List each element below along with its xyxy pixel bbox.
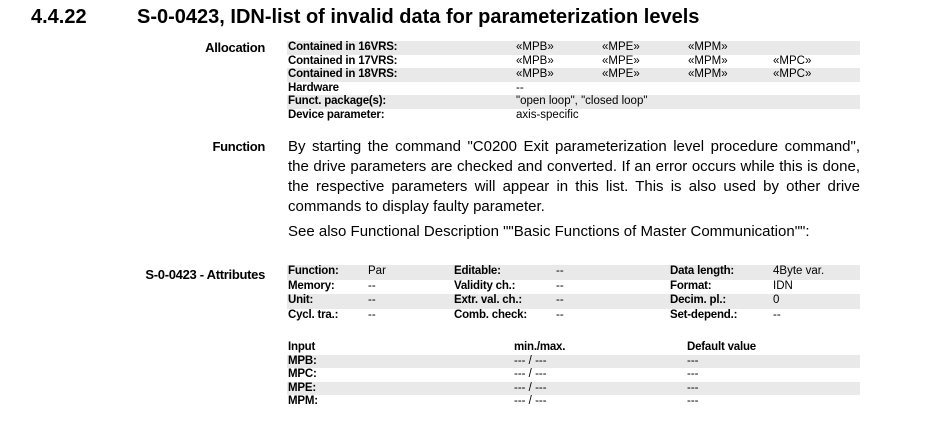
row-label: MPC: xyxy=(288,368,317,381)
row-label: Hardware xyxy=(288,81,339,94)
table-row xyxy=(287,109,860,123)
attr-key: Format: xyxy=(670,279,712,292)
cell: --- / --- xyxy=(514,381,547,394)
column-header: min./max. xyxy=(514,341,566,353)
table-header xyxy=(287,341,860,355)
table-row xyxy=(287,294,860,309)
cell: -- xyxy=(516,81,524,94)
row-label: Contained in 17VRS: xyxy=(288,54,398,67)
table-row xyxy=(287,68,860,82)
table-row xyxy=(287,395,860,409)
attributes-label: S-0-0423 - Attributes xyxy=(145,267,265,282)
allocation-label: Allocation xyxy=(205,40,265,55)
column-header: Input xyxy=(288,341,316,353)
cell: «MPB» xyxy=(516,41,554,53)
function-paragraph: By starting the command "C0200 Exit parameterization level procedure command", the drive parameters are checked and converted. If an error occurs while this is done, the respective parameters will appear in this list. This is also used by other drive commands to display faulty parameter. xyxy=(288,138,860,215)
cell: «MPM» xyxy=(688,41,728,53)
attr-key: Validity ch.: xyxy=(454,279,516,292)
table-row xyxy=(287,280,860,295)
attr-key: Set-depend.: xyxy=(670,308,738,321)
cell: "open loop", "closed loop" xyxy=(516,95,648,107)
row-label: Device parameter: xyxy=(288,108,385,121)
attr-value: -- xyxy=(368,279,376,292)
cell: --- xyxy=(687,354,699,367)
cell: «MPC» xyxy=(773,68,812,80)
attr-value: 0 xyxy=(773,294,780,306)
cell: «MPE» xyxy=(602,41,640,53)
column-header: Default value xyxy=(687,341,756,353)
attr-value: IDN xyxy=(773,279,793,292)
attr-value: -- xyxy=(556,279,564,292)
cell: «MPB» xyxy=(516,54,554,67)
table-row xyxy=(287,82,860,96)
attr-value: -- xyxy=(556,265,564,277)
cell: --- / --- xyxy=(514,395,547,408)
table-row xyxy=(287,95,860,109)
attr-key: Editable: xyxy=(454,265,501,277)
row-label: MPM: xyxy=(288,395,318,408)
row-label: MPB: xyxy=(288,354,317,367)
cell: «MPM» xyxy=(688,54,728,67)
row-label: Contained in 18VRS: xyxy=(288,68,398,80)
cell: --- xyxy=(687,395,699,408)
attr-key: Unit: xyxy=(288,294,314,306)
attr-value: -- xyxy=(368,308,376,321)
table-row xyxy=(287,355,860,369)
cell: «MPM» xyxy=(688,68,728,80)
cell: axis-specific xyxy=(516,108,579,121)
attr-value: -- xyxy=(773,308,781,321)
table-row xyxy=(287,265,860,280)
row-label: MPE: xyxy=(288,381,316,394)
table-row xyxy=(287,41,860,55)
attr-key: Data length: xyxy=(670,265,735,277)
row-label: Contained in 16VRS: xyxy=(288,41,398,53)
cell: --- / --- xyxy=(514,354,547,367)
row-label: Funct. package(s): xyxy=(288,95,387,107)
cell: --- / --- xyxy=(514,368,547,381)
attr-key: Extr. val. ch.: xyxy=(454,294,522,306)
attr-value: Par xyxy=(368,265,386,277)
attr-value: -- xyxy=(556,308,564,321)
attr-value: -- xyxy=(368,294,376,306)
table-row xyxy=(287,368,860,382)
cell: «MPE» xyxy=(602,54,640,67)
allocation-table xyxy=(287,41,860,122)
table-row xyxy=(287,382,860,396)
input-table xyxy=(287,341,860,409)
attr-key: Decim. pl.: xyxy=(670,294,726,306)
cell: «MPB» xyxy=(516,68,554,80)
section-title: S-0-0423, IDN-list of invalid data for parameterization levels xyxy=(137,6,700,28)
attr-key: Function: xyxy=(288,265,339,277)
table-row xyxy=(287,309,860,324)
cell: --- xyxy=(687,368,699,381)
table-row xyxy=(287,55,860,69)
attributes-grid xyxy=(287,265,860,323)
section-number: 4.4.22 xyxy=(31,6,87,28)
cell: «MPE» xyxy=(602,68,640,80)
see-also-paragraph: See also Functional Description ""Basic Functions of Master Communication"": xyxy=(288,223,810,240)
attr-key: Comb. check: xyxy=(454,308,528,321)
cell: «MPC» xyxy=(773,54,812,67)
attr-key: Cycl. tra.: xyxy=(288,308,339,321)
function-label: Function xyxy=(212,139,265,154)
attr-key: Memory: xyxy=(288,279,335,292)
attr-value: -- xyxy=(556,294,564,306)
cell: --- xyxy=(687,381,699,394)
attr-value: 4Byte var. xyxy=(773,265,825,277)
